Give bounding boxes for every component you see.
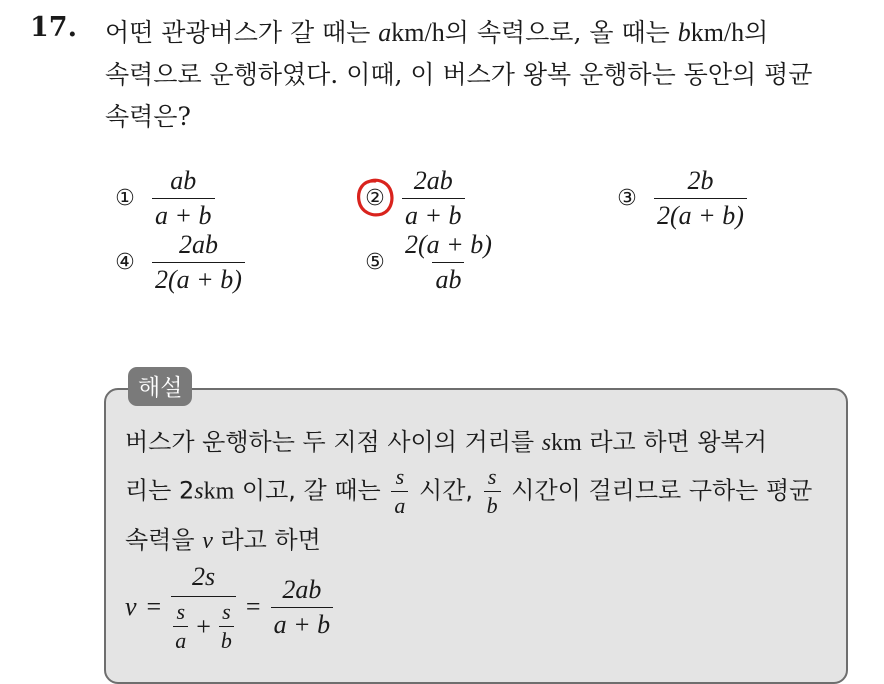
choice-marker: ② <box>360 184 390 214</box>
question-text <box>105 12 865 138</box>
choice-marker: ③ <box>617 186 637 211</box>
choice-marker: ① <box>115 186 135 211</box>
solution-line-1: 버스가 운행하는 두 지점 사이의 거리를 skm 라고 하면 왕복거 <box>125 428 767 456</box>
result-fraction: $\frac{2ab}{a + b}$ <box>271 577 334 638</box>
choice-marker: ④ <box>115 250 135 275</box>
question-line-3: 속력은? <box>105 102 191 131</box>
fraction-s-over-a: $\frac{s}{a}$ <box>391 466 408 517</box>
choice-3[interactable] <box>612 168 747 229</box>
choice-fraction: $\frac{2b}{2(a + b)}$ <box>654 168 747 229</box>
choice-fraction: $\frac{2(a + b)}{ab}$ <box>405 230 492 294</box>
fraction-s-over-b: $\frac{s}{b}$ <box>484 466 501 517</box>
choice-4[interactable] <box>110 232 245 293</box>
choice-5[interactable] <box>360 232 495 293</box>
choice-fraction: $\frac{2ab}{2(a + b)}$ <box>152 232 245 293</box>
solution-line-3: 속력을 v 라고 하면 <box>125 526 321 554</box>
question-line-1: 어떤 관광버스가 갈 때는 akm/h의 속력으로, 올 때는 bkm/h의 <box>105 18 769 47</box>
choice-1[interactable] <box>110 168 215 229</box>
solution-label: 해설 <box>128 367 192 406</box>
question-line-2: 속력으로 운행하였다. 이때, 이 버스가 왕복 운행하는 동안의 평균 <box>105 60 813 89</box>
solution-text <box>125 423 825 560</box>
solution-line-2: 리는 2skm 이고, 갈 때는 $\frac{s}{a}$ 시간, $\frac{s}{b}$ 시간이 걸리므로 구하는 평균 <box>125 464 813 518</box>
solution-equation: v = 2s $\frac{s}{a}$ + $\frac{s}{b}$ = $\frac{2ab}{a + b}$ <box>125 562 333 652</box>
choice-fraction: $\frac{ab}{a + b}$ <box>152 168 215 229</box>
choice-marker: ⑤ <box>365 250 385 275</box>
complex-fraction: 2s $\frac{s}{a}$ + $\frac{s}{b}$ <box>171 562 236 652</box>
choice-2[interactable] <box>360 168 465 229</box>
question-number: 17. <box>30 12 77 43</box>
choice-fraction: $\frac{2ab}{a + b}$ <box>402 168 465 229</box>
